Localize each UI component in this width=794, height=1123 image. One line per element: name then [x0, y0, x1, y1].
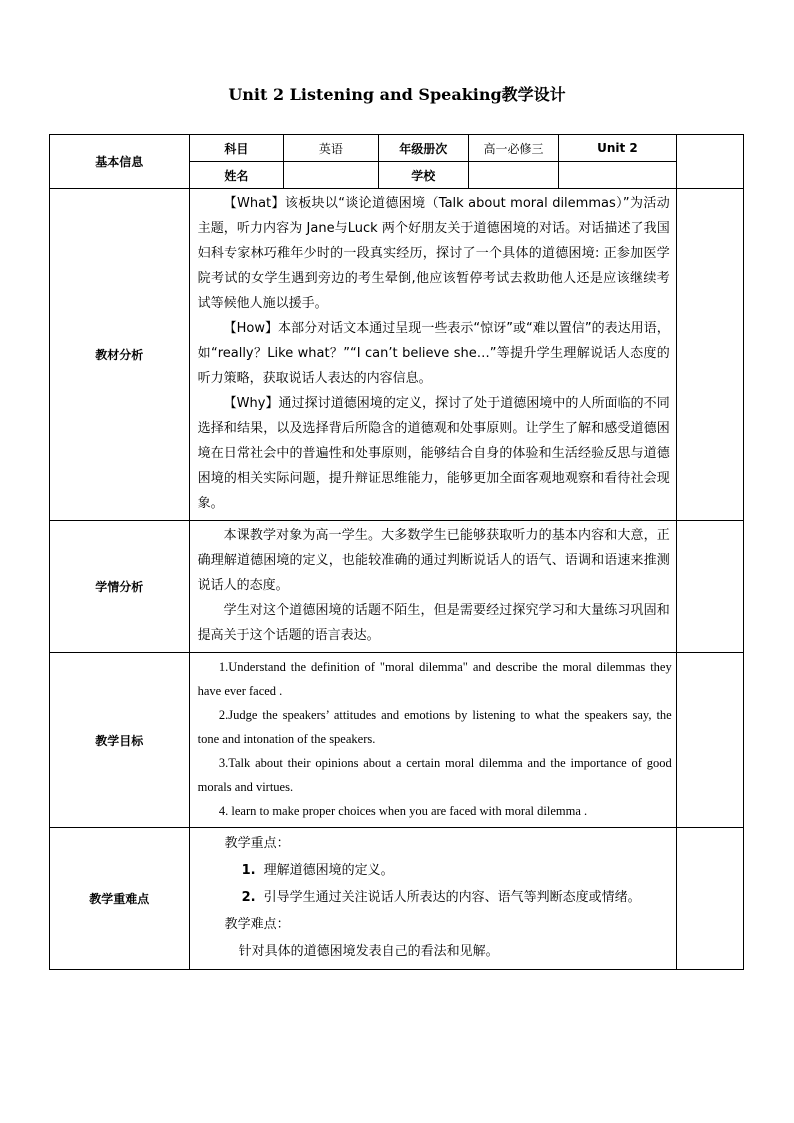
blank-cell	[559, 162, 677, 189]
material-why-paragraph: 【Why】通过探讨道德困境的定义，探讨了处于道德困境中的人所面临的不同选择和结果，以及选择背后所隐含的道德观和处事原则。让学生了解和感受道德困境在日常社会中的普遍性和处事原则，能够结合自身的体验和生活经验反思与道德困境的相关实际问题，提升辩证思维能力，能够更加全面客观地观察和看待社会现象。	[197, 396, 670, 511]
key-point-text: 引导学生通过关注说话人所表达的内容、语气等判断态度或情绪。	[263, 890, 641, 905]
objective-item: 4. learn to make proper choices when you are faced with moral dilemma .	[218, 804, 588, 818]
subject-label: 科目	[189, 135, 283, 162]
grade-value: 高一必修三	[468, 135, 558, 162]
lesson-plan-table	[49, 134, 744, 970]
difficulties-label: 教学重难点	[50, 828, 190, 970]
document-title: Unit 2 Listening and Speaking教学设计	[228, 85, 566, 104]
material-how-paragraph: 【How】本部分对话文本通过呈现一些表示“惊讶”或“难以置信”的表达用语，如“really？Like what？”“I can’t believe she…”等提升学生理解说话人态度的听力策略，获取说话人表达的内容信息。	[197, 321, 670, 386]
difficulties-blank	[676, 828, 743, 970]
objectives-content	[189, 653, 676, 828]
subject-value: 英语	[284, 135, 378, 162]
objective-item: 3.Talk about their opinions about a certain moral dilemma and the importance of good morals and virtues.	[197, 756, 672, 794]
student-analysis-paragraph-1: 本课教学对象为高一学生。大多数学生已能够获取听力的基本内容和大意，正确理解道德困境的定义，也能较准确的通过判断说话人的语气、语调和语速来推测说话人的态度。	[197, 528, 670, 593]
material-what-paragraph: 【What】该板块以“谈论道德困境（Talk about moral dilemmas）”为活动主题，听力内容为 Jane与Luck 两个好朋友关于道德困境的对话。对话描述了我国妇科专家林巧稚年少时的一段真实经历，探讨了一个具体的道德困境: 正参加医学院考试的女学生遇到旁边的考生晕倒,他应该暂停考试去救助他人还是应该继续考试等候他人施以援手。	[197, 196, 670, 311]
key-point-number: 1.	[241, 863, 256, 878]
difficult-points-heading: 教学难点：	[224, 917, 290, 932]
student-analysis-label: 学情分析	[50, 521, 190, 653]
student-analysis-content	[189, 521, 676, 653]
basic-info-row-1	[50, 135, 744, 162]
objective-item: 1.Understand the definition of "moral dilemma" and describe the moral dilemmas they have ever faced .	[197, 660, 672, 698]
key-point-number: 2.	[241, 890, 256, 905]
key-point-text: 理解道德困境的定义。	[263, 863, 394, 878]
objectives-blank	[676, 653, 743, 828]
key-point-item	[198, 884, 670, 911]
difficult-point-text: 针对具体的道德困境发表自己的看法和见解。	[238, 944, 499, 959]
school-label: 学校	[378, 162, 468, 189]
material-analysis-label: 教材分析	[50, 189, 190, 521]
difficulties-row	[50, 828, 744, 970]
basic-info-label: 基本信息	[50, 135, 190, 189]
material-analysis-row	[50, 189, 744, 521]
material-analysis-blank	[676, 189, 743, 521]
objectives-row	[50, 653, 744, 828]
blank-cell-right	[676, 135, 743, 189]
student-analysis-row	[50, 521, 744, 653]
unit-value: Unit 2	[559, 135, 677, 162]
name-value	[284, 162, 378, 189]
key-points-heading: 教学重点：	[224, 836, 290, 851]
name-label: 姓名	[189, 162, 283, 189]
objective-item: 2.Judge the speakers’ attitudes and emotions by listening to what the speakers say, the tone and intonation of the speakers.	[197, 708, 672, 746]
objectives-label: 教学目标	[50, 653, 190, 828]
student-analysis-blank	[676, 521, 743, 653]
student-analysis-paragraph-2: 学生对这个道德困境的话题不陌生，但是需要经过探究学习和大量练习巩固和提高关于这个话题的语言表达。	[197, 603, 670, 643]
difficulties-content	[189, 828, 676, 970]
grade-label: 年级册次	[378, 135, 468, 162]
school-value	[468, 162, 558, 189]
material-analysis-content	[189, 189, 676, 521]
key-point-item	[198, 857, 670, 884]
